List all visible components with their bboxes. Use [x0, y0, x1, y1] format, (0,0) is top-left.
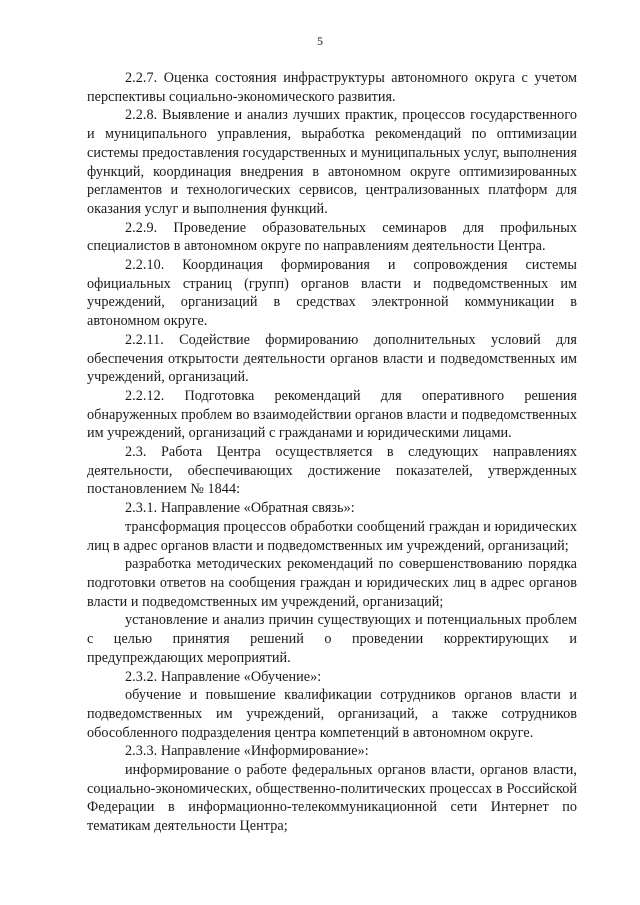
paragraph-2-2-7: 2.2.7. Оценка состояния инфраструктуры автономного округа с учетом перспективы социально-экономического развития. [87, 70, 577, 105]
heading-2-3-1: 2.3.1. Направление «Обратная связь»: [125, 500, 355, 517]
heading-2-3-2: 2.3.2. Направление «Обучение»: [125, 668, 322, 685]
heading-2-3-3: 2.3.3. Направление «Информирование»: [125, 743, 369, 760]
list-item-feedback-1: трансформация процессов обработки сообщений граждан и юридических лиц в адрес органов власти и подведомственных им учреждений, организаций; [87, 518, 577, 554]
paragraph-2-2-11: 2.2.11. Содействие формированию дополнительных условий для обеспечения открытости деятельности органов власти и подведомственных им учреждений, организаций. [87, 331, 577, 386]
list-item-training-1: обучение и повышение квалификации сотрудников органов власти и подведомственных им учреждений, организаций, а также сотрудников обособленного подразделения центра компетенций в автономном округе. [87, 687, 577, 741]
list-item-feedback-2: разработка методических рекомендаций по совершенствованию порядка подготовки ответов на сообщения граждан и юридических лиц в адрес органов власти и подведомственных им учреждений, организаций; [87, 556, 577, 610]
page-number: 5 [317, 34, 323, 48]
paragraph-2-2-12: 2.2.12. Подготовка рекомендаций для оперативного решения обнаруженных проблем во взаимодействии органов власти и подведомственных им учреждений, организаций с гражданами и юридическими лицами. [87, 387, 577, 442]
document-body [87, 69, 577, 836]
paragraph-2-2-9: 2.2.9. Проведение образовательных семинаров для профильных специалистов в автономном округе по направлениям деятельности Центра. [87, 219, 577, 255]
paragraph-2-2-8: 2.2.8. Выявление и анализ лучших практик, процессов государственного и муниципального управления, выработка рекомендаций по оптимизации системы предоставления государственных и муниципальных услуг, выполнения функций, координация внедрения в автономном округе оптимизированных регламентов и технологических сервисов, централизованных платформ для оказания услуг и выполнения функций. [87, 107, 577, 217]
paragraph-2-2-10: 2.2.10. Координация формирования и сопровождения системы официальных страниц (групп) органов власти и подведомственных им учреждений, организаций в средствах электронной коммуникации в автономном округе. [87, 257, 577, 330]
paragraph-2-3: 2.3. Работа Центра осуществляется в следующих направлениях деятельности, обеспечивающих достижение показателей, утвержденных постановлением № 1844: [87, 444, 577, 498]
list-item-feedback-3: установление и анализ причин существующих и потенциальных проблем с целью принятия решений о проведении корректирующих и предупреждающих мероприятий. [87, 612, 577, 666]
list-item-informing-1: информирование о работе федеральных органов власти, органов власти, социально-экономических, общественно-политических процессах в Российской Федерации в информационно-телекоммуникационной сети Интернет по тематикам деятельности Центра; [87, 762, 577, 835]
